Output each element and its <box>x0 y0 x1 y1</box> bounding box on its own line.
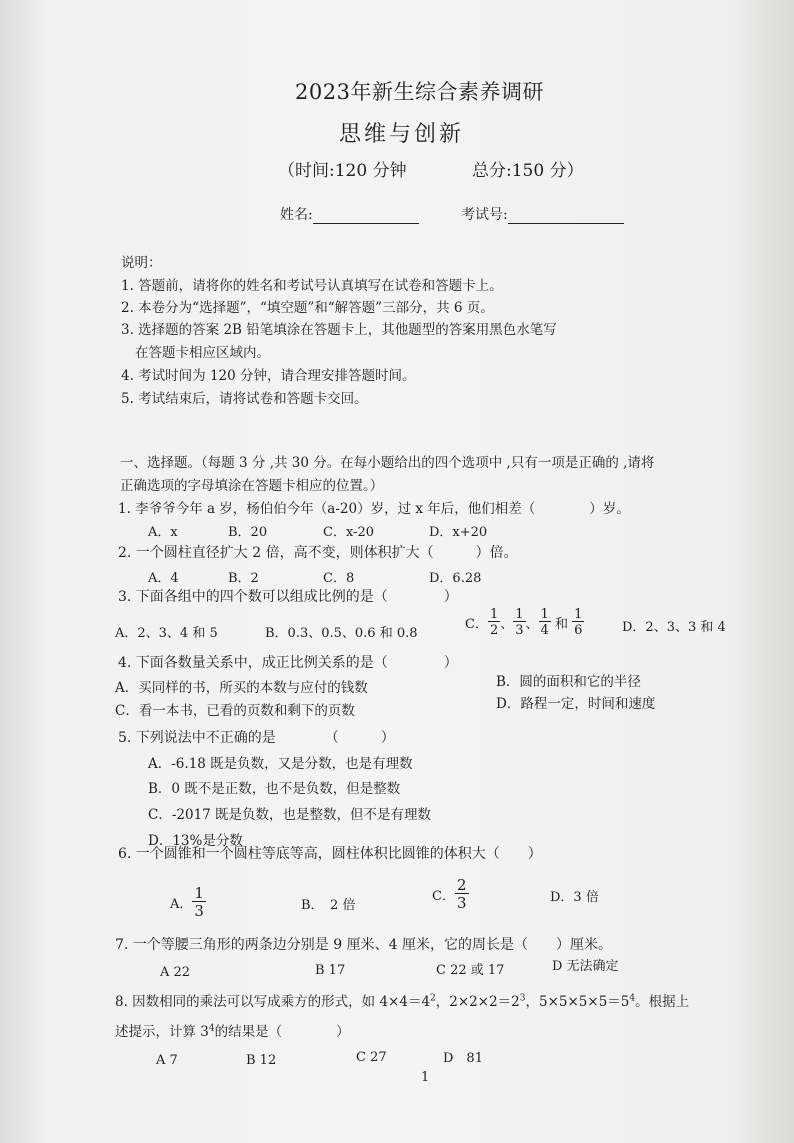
q7-stem: 7. 一个等腰三角形的两条边分别是 9 厘米、4 厘米，它的周长是（ ）厘米。 <box>115 937 612 953</box>
q8-stem-cont: 述提示，计算 $3^4$的结果是（ ） <box>115 1023 350 1040</box>
exam-no-blank[interactable] <box>508 207 624 224</box>
exam-no-label: 考试号: <box>461 207 508 223</box>
q3-option-c: C． $\frac{1}{2}$ 、 $\frac{1}{3}$ 、 $\frac{1}{4}$ 和 $\frac{1}{6}$ <box>465 607 583 638</box>
instructions-heading: 说明： <box>121 255 162 271</box>
instruction-item: 2. 本卷分为“选择题”，“填空题”和“解答题”三部分，共 6 页。 <box>121 300 494 316</box>
q1-option-b: B．20 <box>228 525 268 540</box>
fraction: $\frac{1}{2}$ <box>489 607 499 638</box>
q5-option-b: B．0 既不是正数，也不是负数，但是整数 <box>148 781 401 797</box>
fraction: $\frac{1}{3}$ <box>194 884 204 920</box>
q7-option-b: B 17 <box>315 963 346 978</box>
q8-stem: 8. 因数相同的乘法可以写成乘方的形式，如 $4\times 4=4^2$，$2\times 2\times 2=2^3$，$5\times 5\times 5\times 5=5^4$。根据上 <box>115 993 690 1010</box>
fraction: $\frac{1}{4}$ <box>540 607 549 638</box>
q1-stem: 1. 李爷爷今年 a 岁，杨伯伯今年（a-20）岁，过 x 年后，他们相差（ ）岁。 <box>118 501 630 517</box>
q3-option-d: D．2、3、3 和 4 <box>622 620 726 635</box>
instruction-item: 1. 答题前，请将你的姓名和考试号认真填写在试卷和答题卡上。 <box>121 278 503 294</box>
section-heading: 一、选择题。（每题 3 分 ,共 30 分。在每小题给出的四个选项中 ,只有一项是正确的 ,请将 <box>120 455 655 471</box>
score-info: 总分:150 分） <box>472 161 584 181</box>
q2-option-b: B．2 <box>228 571 259 586</box>
q8-option-d: D 81 <box>443 1051 483 1066</box>
exam-no-field[interactable] <box>461 204 624 224</box>
q8-option-a: A 7 <box>156 1053 178 1068</box>
q1-option-a: A．x <box>148 525 178 540</box>
q6-option-c: C． $\frac{2}{3}$ <box>432 876 467 912</box>
fraction: $\frac{1}{6}$ <box>574 607 583 638</box>
q6-stem: 6. 一个圆锥和一个圆柱等底等高，圆柱体积比圆锥的体积大（ ） <box>118 846 542 862</box>
q7-option-d: D 无法确定 <box>552 959 619 974</box>
q1-option-c: C．x-20 <box>323 525 374 540</box>
q5-option-c: C．-2017 既是负数，也是整数，但不是有理数 <box>148 807 432 823</box>
instruction-item: 在答题卡相应区域内。 <box>135 345 270 361</box>
q4-stem: 4. 下面各数量关系中，成正比例关系的是（ ） <box>118 655 458 671</box>
q4-option-a: A．买同样的书，所买的本数与应付的钱数 <box>115 680 368 696</box>
fraction: $\frac{2}{3}$ <box>456 876 467 912</box>
q6-option-d: D．3 倍 <box>550 890 599 905</box>
q4-option-c: C．看一本书，已看的页数和剩下的页数 <box>115 703 355 719</box>
exam-subtitle: 思维与创新 <box>339 122 465 147</box>
name-field[interactable] <box>280 204 419 224</box>
q6-option-a: A． $\frac{1}{3}$ <box>170 884 204 920</box>
instruction-item: 5. 考试结束后，请将试卷和答题卡交回。 <box>121 391 368 407</box>
q2-option-a: A．4 <box>148 571 179 586</box>
q3-option-a: A．2、3、4 和 5 <box>115 626 218 641</box>
q5-option-d: D．13%是分数 <box>148 833 243 849</box>
page-number: 1 <box>421 1070 430 1085</box>
fraction: $\frac{1}{3}$ <box>515 607 524 638</box>
q4-option-d: D．路程一定，时间和速度 <box>496 696 656 712</box>
exam-title: 2023年新生综合素养调研 <box>295 80 544 104</box>
q3-option-b: B．0.3、0.5、0.6 和 0.8 <box>265 626 418 641</box>
instruction-item: 4. 考试时间为 120 分钟，请合理安排答题时间。 <box>121 368 416 384</box>
q1-option-d: D．x+20 <box>429 525 488 540</box>
q2-stem: 2. 一个圆柱直径扩大 2 倍，高不变，则体积扩大（ ）倍。 <box>118 545 518 561</box>
q4-option-b: B．圆的面积和它的半径 <box>496 674 641 690</box>
q6-option-b: B． 2 倍 <box>301 898 356 913</box>
q8-option-b: B 12 <box>246 1053 277 1068</box>
name-blank[interactable] <box>313 207 419 224</box>
q7-option-c: C 22 或 17 <box>436 963 505 978</box>
q5-option-a: A．-6.18 既是负数，又是分数，也是有理数 <box>148 756 413 772</box>
q5-stem: 5. 下列说法中不正确的是 （ ） <box>118 730 395 746</box>
time-info: （时间:120 分钟 <box>278 161 407 181</box>
q2-option-d: D．6.28 <box>429 571 482 586</box>
q2-option-c: C．8 <box>323 571 355 586</box>
section-heading-cont: 正确选项的字母填涂在答题卡相应的位置。） <box>120 478 384 494</box>
name-label: 姓名: <box>280 207 313 223</box>
instruction-item: 3. 选择题的答案 2B 铅笔填涂在答题卡上，其他题型的答案用黑色水笔写 <box>121 322 557 338</box>
q7-option-a: A 22 <box>160 965 191 980</box>
q8-option-c: C 27 <box>356 1050 387 1065</box>
q3-stem: 3. 下面各组中的四个数可以组成比例的是（ ） <box>118 589 458 605</box>
